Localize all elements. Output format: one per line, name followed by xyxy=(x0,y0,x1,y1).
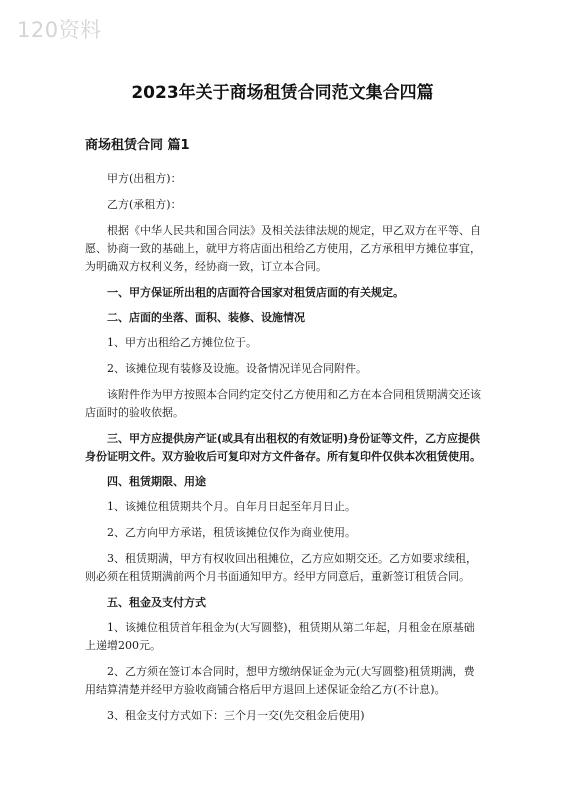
paragraph: 1、甲方出租给乙方摊位位于。 xyxy=(107,336,257,349)
paragraph: 3、租金支付方式如下：三个月一交(先交租金后使用) xyxy=(107,709,365,722)
document-title: 2023年关于商场租赁合同范文集合四篇 xyxy=(131,83,434,103)
document-body xyxy=(85,170,485,725)
paragraph: 2、乙方须在签订本合同时，想甲方缴纳保证金为元(大写圆整)租赁期满，费用结算清楚并经甲方验收商铺合格后甲方退回上述保证金给乙方(不计息)。 xyxy=(85,665,475,696)
clause-heading: 四、租赁期限、用途 xyxy=(107,475,206,488)
paragraph: 乙方(承租方)： xyxy=(107,198,182,211)
section-heading: 商场租赁合同 篇1 xyxy=(85,138,190,153)
clause-heading: 一、甲方保证所出租的店面符合国家对租赁店面的有关规定。 xyxy=(107,286,404,299)
paragraph: 甲方(出租方)： xyxy=(107,172,182,185)
clause-heading: 五、租金及支付方式 xyxy=(107,596,206,609)
paragraph: 1、该摊位租赁首年租金为(大写圆整)，租赁期从第二年起，月租金在原基础上递增200元。 xyxy=(85,621,475,652)
paragraph: 1、该摊位租赁期共个月。自年月日起至年月日止。 xyxy=(107,500,356,513)
paragraph: 2、乙方向甲方承诺，租赁该摊位仅作为商业使用。 xyxy=(107,526,356,539)
clause-heading: 三、甲方应提供房产证(或具有出租权的有效证明)身份证等文件，乙方应提供身份证明文件。双方验收后可复印对方文件备存。所有复印件仅供本次租赁使用。 xyxy=(85,432,481,463)
watermark: 120资料 xyxy=(17,18,102,42)
clause-heading: 二、店面的坐落、面积、装修、设施情况 xyxy=(107,311,305,324)
paragraph: 根据《中华人民共和国合同法》及相关法律法规的规定，甲乙双方在平等、自愿、协商一致的基础上，就甲方将店面出租给乙方使用，乙方承租甲方摊位事宜，为明确双方权利义务，经协商一致，订立本合同。 xyxy=(85,224,481,273)
paragraph: 该附件作为甲方按照本合同约定交付乙方使用和乙方在本合同租赁期满交还该店面时的验收依据。 xyxy=(85,388,481,419)
paragraph: 3、租赁期满，甲方有权收回出租摊位，乙方应如期交还。乙方如要求续租，则必须在租赁期满前两个月书面通知甲方。经甲方同意后，重新签订租赁合同。 xyxy=(85,552,477,583)
paragraph: 2、该摊位现有装修及设施。设备情况详见合同附件。 xyxy=(107,362,367,375)
